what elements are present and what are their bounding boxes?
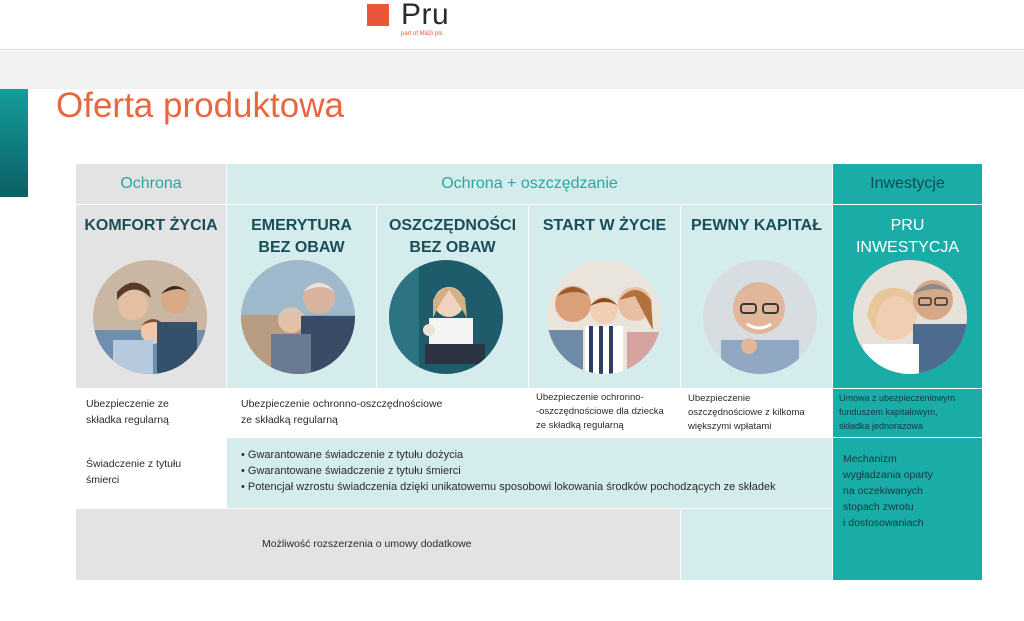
extension-cell (76, 509, 680, 580)
desc-line-3: ze składką regularną (536, 420, 624, 431)
logo-square-icon (367, 4, 389, 26)
category-protection-savings: Ochrona + oszczędzanie (227, 164, 832, 204)
smiling-couple-photo (853, 260, 967, 374)
toolbar-band (0, 51, 1024, 89)
parents-child-photo (547, 260, 661, 374)
benefit-komfort (76, 438, 226, 508)
product-name-line-1: PRU (890, 217, 925, 234)
desc-line-3: składka jednorazowa (839, 421, 924, 431)
desc-line-3: większymi wpłatami (688, 421, 772, 432)
product-pru (833, 205, 982, 388)
desc-line-2: oszczędnościowe z kilkoma (688, 407, 805, 418)
page-title: Oferta produktowa (56, 86, 344, 125)
product-start (529, 205, 680, 388)
desc-line-1: Ubezpieczenie ochronno- (536, 392, 644, 403)
desc-emerytura-oszczednosci (227, 389, 528, 437)
desc-pru (833, 389, 982, 437)
accent-bar (0, 89, 28, 197)
desc-line-1: Ubezpieczenie (688, 393, 751, 404)
benefit-line-3: na oczekiwanych (843, 485, 923, 497)
woman-laptop-photo (389, 260, 503, 374)
benefit-bullet: • Gwarantowane świadczenie z tytułu śmierci (241, 465, 461, 477)
benefit-line-1: Mechanizm (843, 453, 897, 465)
benefit-pru (833, 438, 982, 580)
benefits-list (227, 438, 832, 508)
desc-pewny (681, 389, 832, 437)
benefit-bullet: • Gwarantowane świadczenie z tytułu dożycia (241, 449, 464, 461)
desc-line-1: Ubezpieczenie ze (86, 398, 169, 410)
benefit-line-2: śmierci (86, 474, 120, 486)
product-emerytura (227, 205, 376, 388)
product-pewny (681, 205, 832, 388)
product-komfort (76, 205, 226, 388)
senior-man-photo (703, 260, 817, 374)
benefit-bullet: • Potencjał wzrostu świadczenia dzięki unikatowemu sposobowi lokowania środków pochodzących ze składek (241, 481, 776, 493)
desc-line-1: Umowa z ubezpieczeniowym (839, 393, 956, 403)
product-name-line-1: EMERYTURA (251, 217, 352, 234)
product-name: START W ŻYCIE (542, 217, 667, 234)
divider (376, 205, 377, 388)
desc-line-2: składka regularną (86, 414, 169, 426)
benefit-line-5: i dostosowaniach (843, 517, 924, 529)
elderly-couple-photo (241, 260, 355, 374)
extension-text: Możliwość rozszerzenia o umowy dodatkowe (262, 538, 472, 550)
product-name-line-2: BEZ OBAW (409, 239, 496, 256)
category-investment: Inwestycje (833, 164, 982, 204)
product-name: PEWNY KAPITAŁ (691, 217, 822, 234)
family-photo (93, 260, 207, 374)
top-bar (0, 0, 1024, 50)
category-protection: Ochrona (76, 164, 226, 204)
product-oszczednosci (377, 205, 528, 388)
divider (680, 205, 681, 437)
desc-line-1: Ubezpieczenie ochronno-oszczędnościowe (241, 398, 443, 410)
logo-tagline: part of M&G plc (401, 31, 443, 37)
benefit-line-4: stopach zwrotu (843, 501, 914, 513)
desc-line-2: -oszczędnościowe dla dziecka (536, 406, 664, 417)
desc-komfort (76, 389, 226, 437)
logo-text: Pru (401, 0, 450, 31)
product-name: KOMFORT ŻYCIA (84, 217, 218, 234)
product-name-line-2: INWESTYCJA (855, 239, 960, 256)
extension-empty-cell (681, 509, 832, 580)
pru-logo (367, 2, 477, 42)
divider (528, 205, 529, 437)
desc-line-2: funduszem kapitałowym, (839, 407, 938, 417)
desc-start (529, 389, 680, 437)
product-name-line-2: BEZ OBAW (258, 239, 345, 256)
product-name-line-1: OSZCZĘDNOŚCI (388, 217, 517, 234)
desc-line-2: ze składką regularną (241, 414, 338, 426)
benefit-line-1: Świadczenie z tytułu (86, 458, 182, 470)
benefit-line-2: wygładzania oparty (843, 469, 933, 481)
